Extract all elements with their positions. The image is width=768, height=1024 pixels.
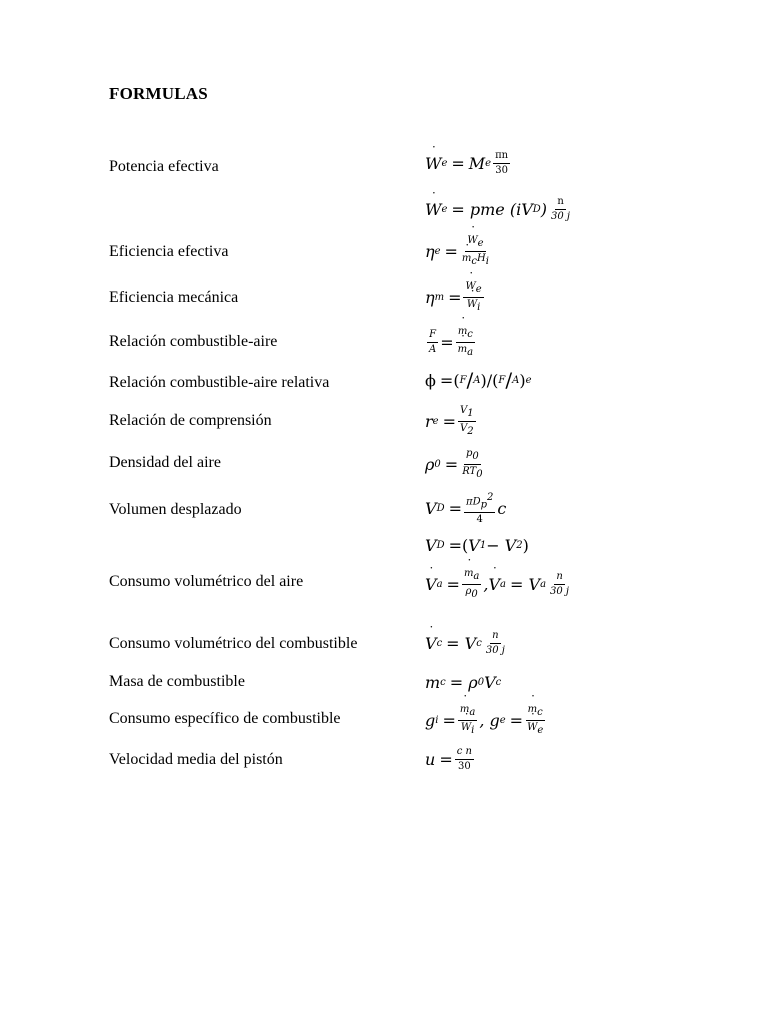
formula-velocidad-media-piston: u = $\frac{\text{c n}}{30}$ (425, 746, 472, 772)
formula-volumen-desplazado-2: V D = ( V 1 − V 2 ) (425, 536, 529, 555)
formula-label-eficiencia-efectiva: Eficiencia efectiva (109, 243, 229, 260)
formula-label-consumo-volumetrico-combustible: Consumo volumétrico del combustible (109, 635, 358, 652)
formula-label-consumo-volumetrico-aire: Consumo volumétrico del aire (109, 573, 304, 590)
formula-consumo-volumetrico-combustible: ˙ V c = V c $\frac{n}{30 j}$ (425, 630, 509, 656)
formula-label-volumen-desplazado: Volumen desplazado (109, 501, 242, 518)
formula-consumo-volumetrico-aire: ˙ V a = ˙ $\frac{m_a}{\rho_0}$ , ˙ V a = V a $\frac{n}{30 j}$ (425, 568, 573, 600)
formula-volumen-desplazado-1: V D = $\frac{\pi D_p^2}{4}$ c (425, 492, 507, 525)
formula-consumo-especifico: g i = ˙ $m_a$ ˙ $W_i$ , g e = ˙ $m_c$ ˙ $W_e$ (425, 704, 547, 736)
formula-potencia-efectiva-2: ˙ W e = pme (iV D ) $\frac{n}{30 j}$ (425, 196, 574, 222)
formula-label-velocidad-media-piston: Velocidad media del pistón (109, 751, 283, 768)
formula-potencia-efectiva-1: ˙ W e = M e $\frac{\pi n}{30}$ (425, 150, 512, 176)
formula-label-relacion-combustible-aire: Relación combustible-aire (109, 333, 278, 350)
formula-label-relacion-combustible-aire-relativa: Relación combustible-aire relativa (109, 374, 330, 391)
formula-relacion-de-compresion: r e = $\frac{V_1}{V_2}$ (425, 405, 474, 437)
formula-eficiencia-mecanica: η m = ˙ $W_e$ ˙ $W_i$ (425, 281, 486, 313)
formula-relacion-combustible-aire: $\frac{F}{A}$ = ˙ $m_c$ ˙ $m_a$ (425, 326, 477, 358)
formula-masa-de-combustible: m c = ρ 0 V c (425, 673, 502, 692)
page-title: FORMULAS (109, 84, 208, 103)
formula-label-eficiencia-mecanica: Eficiencia mecánica (109, 289, 239, 306)
formula-relacion-combustible-aire-relativa: ϕ = ( F / A )/( F / A ) e (425, 368, 532, 392)
formula-label-potencia-efectiva: Potencia efectiva (109, 158, 219, 175)
formula-eficiencia-efectiva: η e = ˙ $W_e$ ˙ $m_cH_i$ (425, 235, 493, 267)
formula-densidad-del-aire: ρ 0 = $\frac{p_0}{RT_0}$ (425, 448, 483, 480)
formula-label-masa-de-combustible: Masa de combustible (109, 673, 245, 690)
formula-label-consumo-especifico: Consumo específico de combustible (109, 710, 341, 727)
formula-label-densidad-del-aire: Densidad del aire (109, 454, 221, 471)
formula-label-relacion-de-compresion: Relación de comprensión (109, 412, 272, 429)
